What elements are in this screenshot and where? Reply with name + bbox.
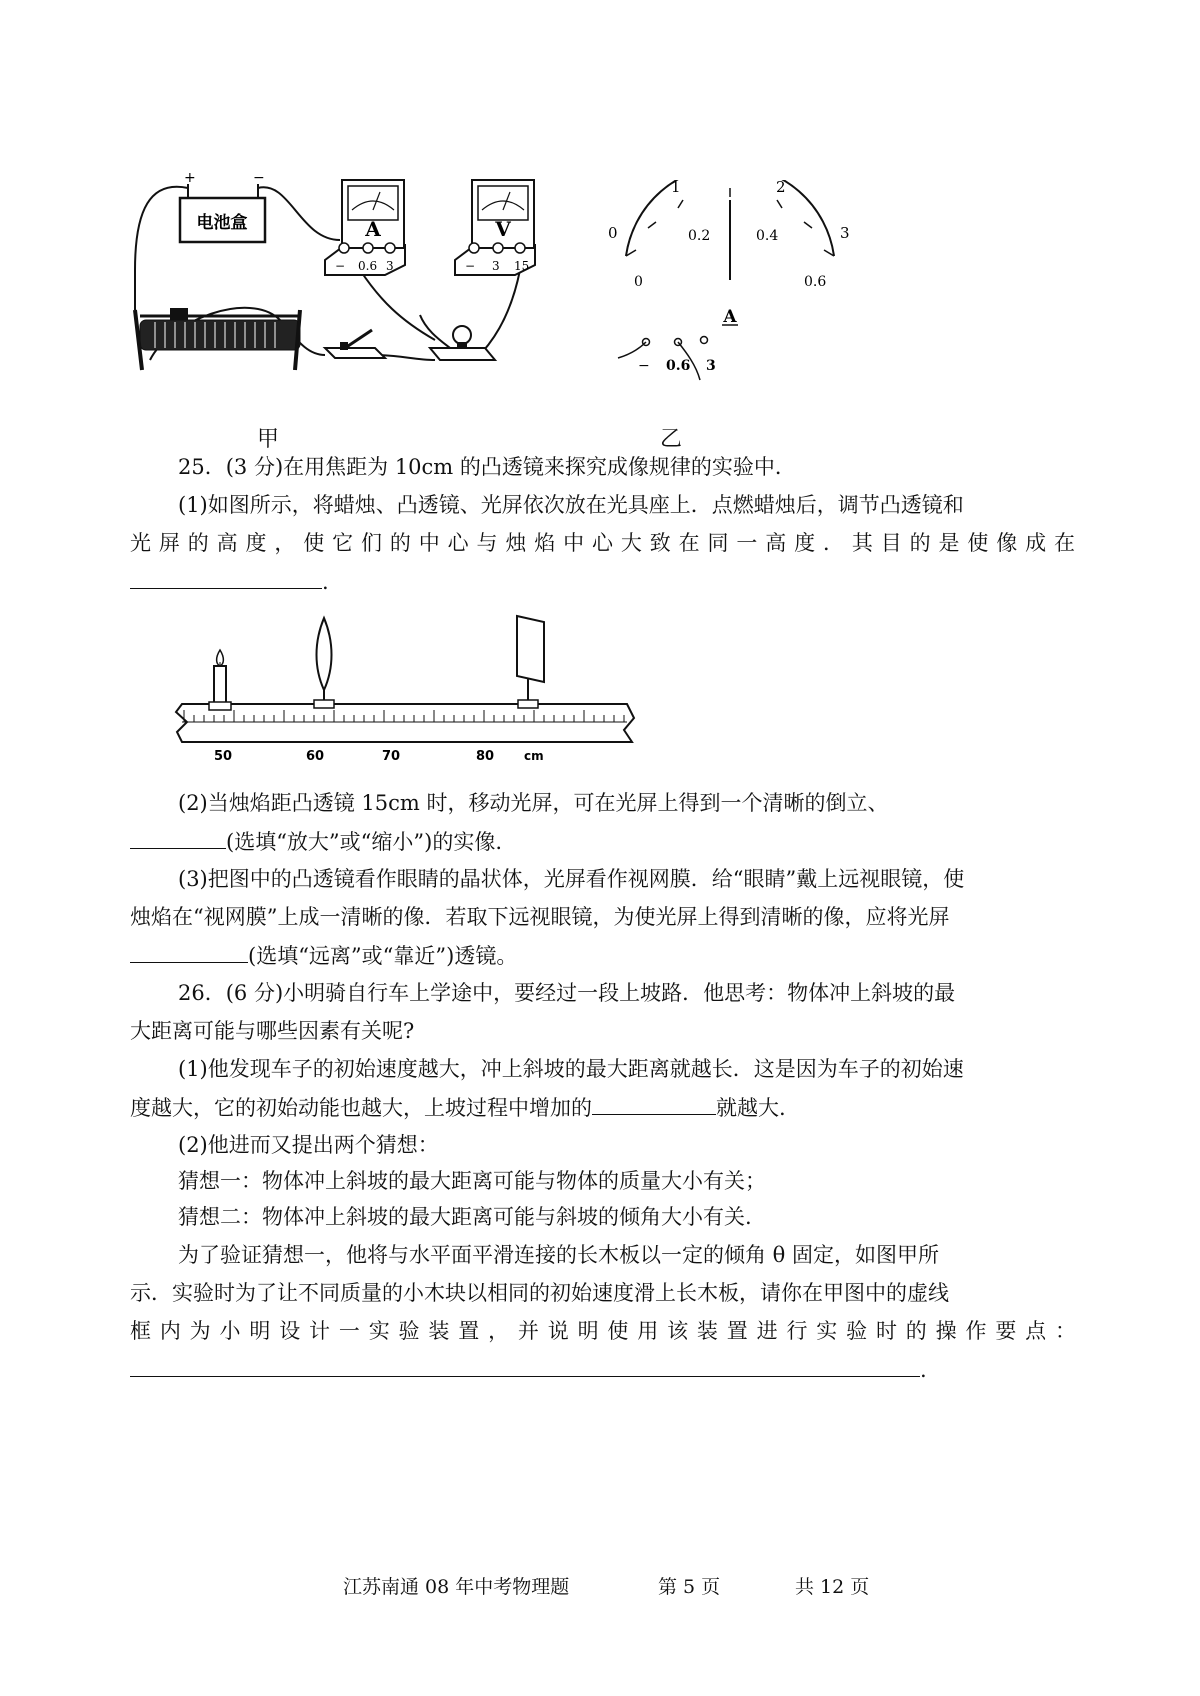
voltmeter-terminal-15: 15 xyxy=(514,259,530,273)
dial-bottom-04: 0.4 xyxy=(756,228,779,244)
candle xyxy=(209,650,231,710)
ruler-label-unit: cm xyxy=(524,749,544,763)
q26-answer-blank-2[interactable] xyxy=(130,1354,920,1377)
ruler-label-50: 50 xyxy=(214,749,233,764)
ammeter-terminal-06: 0.6 xyxy=(358,259,378,273)
dial-terminal-neg: − xyxy=(638,358,650,374)
q26-guess2: 猜想二：物体冲上斜坡的最大距离可能与斜坡的倾角大小有关. xyxy=(178,1205,752,1229)
dial-terminal-3: 3 xyxy=(706,358,716,374)
voltmeter xyxy=(455,180,535,275)
q26-part2: (2)他进而又提出两个猜想： xyxy=(178,1133,439,1157)
q25-answer-blank-3[interactable] xyxy=(130,940,248,963)
q25-part3-line1: (3)把图中的凸透镜看作眼睛的晶状体，光屏看作视网膜．给“眼睛”戴上远视眼镜，使 xyxy=(178,867,965,891)
ruler-label-60: 60 xyxy=(306,749,325,764)
q25-part2-line2 xyxy=(130,826,502,857)
dial-bottom-06: 0.6 xyxy=(804,274,827,290)
footer-page: 第 5 页 xyxy=(658,1576,721,1598)
q26-part1-text-a: 度越大，它的初始动能也越大，上坡过程中增加的 xyxy=(130,1096,592,1120)
q25-part3-text: (选填“远离”或“靠近”)透镜。 xyxy=(248,944,518,968)
dial-bottom-0: 0 xyxy=(634,274,643,290)
q25-part1-line3 xyxy=(130,566,329,597)
q26-guess1: 猜想一：物体冲上斜坡的最大距离可能与物体的质量大小有关； xyxy=(178,1169,766,1193)
battery-label: 电池盒 xyxy=(196,213,248,233)
dial-terminal-06: 0.6 xyxy=(666,358,691,374)
dial-top-1: 1 xyxy=(671,180,681,196)
switch xyxy=(325,330,385,358)
figure-yi-caption: 乙 xyxy=(660,427,683,452)
lamp xyxy=(430,326,495,360)
ruler-label-70: 70 xyxy=(382,749,401,764)
ammeter-dial-figure-yi xyxy=(608,180,858,390)
q26-part1-line1: (1)他发现车子的初始速度越大，冲上斜坡的最大距离就越长．这是因为车子的初始速 xyxy=(178,1057,964,1081)
ammeter-letter: A xyxy=(365,217,381,241)
q26-part3-line3: 框内为小明设计一实验装置，并说明使用该装置进行实验时的操作要点： xyxy=(130,1319,1078,1343)
dial-top-2: 2 xyxy=(776,180,786,196)
dial-meter-letter: A xyxy=(723,307,737,327)
voltmeter-terminal-3: 3 xyxy=(492,259,500,273)
rheostat xyxy=(135,308,300,370)
q25-part1-line1: (1)如图所示，将蜡烛、凸透镜、光屏依次放在光具座上．点燃蜡烛后，调节凸透镜和 xyxy=(178,493,964,517)
q26-part3-end: . xyxy=(920,1358,927,1382)
q26-part1-text-b: 就越大. xyxy=(716,1096,786,1120)
q25-answer-blank-1[interactable] xyxy=(130,566,322,589)
circuit-figure-jia xyxy=(130,170,580,400)
footer-total: 共 12 页 xyxy=(795,1576,870,1598)
q26-part3-line4 xyxy=(130,1354,927,1385)
q25-part1-line2: 光屏的高度，使它们的中心与烛焰中心大致在同一高度．其目的是使像成在 xyxy=(130,531,1078,555)
q26-part3-line1: 为了验证猜想一，他将与水平面平滑连接的长木板以一定的倾角 θ 固定，如图甲所 xyxy=(178,1243,939,1267)
ammeter-terminal-neg: − xyxy=(335,259,346,273)
optical-bench-figure xyxy=(172,612,642,764)
battery-minus: − xyxy=(253,170,265,186)
q26-heading-line2: 大距离可能与哪些因素有关呢? xyxy=(130,1019,415,1043)
q25-answer-blank-2[interactable] xyxy=(130,826,226,849)
dial-bottom-02: 0.2 xyxy=(688,228,711,244)
q25-part2-line1: (2)当烛焰距凸透镜 15cm 时，移动光屏，可在光屏上得到一个清晰的倒立、 xyxy=(178,791,889,815)
q25-part1-end: . xyxy=(322,570,329,594)
q25-heading: 25．(3 分)在用焦距为 10cm 的凸透镜来探究成像规律的实验中． xyxy=(178,455,796,479)
voltmeter-letter: V xyxy=(495,217,511,241)
q26-answer-blank-1[interactable] xyxy=(592,1092,716,1115)
dial-top-3: 3 xyxy=(840,224,850,242)
voltmeter-terminal-neg: − xyxy=(465,259,476,273)
q25-part3-line3 xyxy=(130,940,517,971)
dial-top-0: 0 xyxy=(608,224,618,242)
q26-heading-line1: 26．(6 分)小明骑自行车上学途中，要经过一段上坡路．他思考：物体冲上斜坡的最 xyxy=(178,981,956,1005)
ammeter xyxy=(325,180,405,275)
q26-part3-line2: 示．实验时为了让不同质量的小木块以相同的初始速度滑上长木板，请你在甲图中的虚线 xyxy=(130,1281,949,1305)
battery-plus: + xyxy=(184,170,196,186)
q26-part1-line2 xyxy=(130,1092,786,1123)
footer-title: 江苏南通 08 年中考物理题 xyxy=(343,1576,570,1598)
light-screen xyxy=(517,616,544,708)
q25-part2-text: (选填“放大”或“缩小”)的实像. xyxy=(226,830,503,854)
figure-jia-caption: 甲 xyxy=(257,427,280,452)
convex-lens xyxy=(314,618,334,708)
ammeter-terminal-3: 3 xyxy=(386,259,394,273)
q25-part3-line2: 烛焰在“视网膜”上成一清晰的像．若取下远视眼镜，为使光屏上得到清晰的像，应将光屏 xyxy=(130,905,950,929)
ruler-label-80: 80 xyxy=(476,749,495,764)
